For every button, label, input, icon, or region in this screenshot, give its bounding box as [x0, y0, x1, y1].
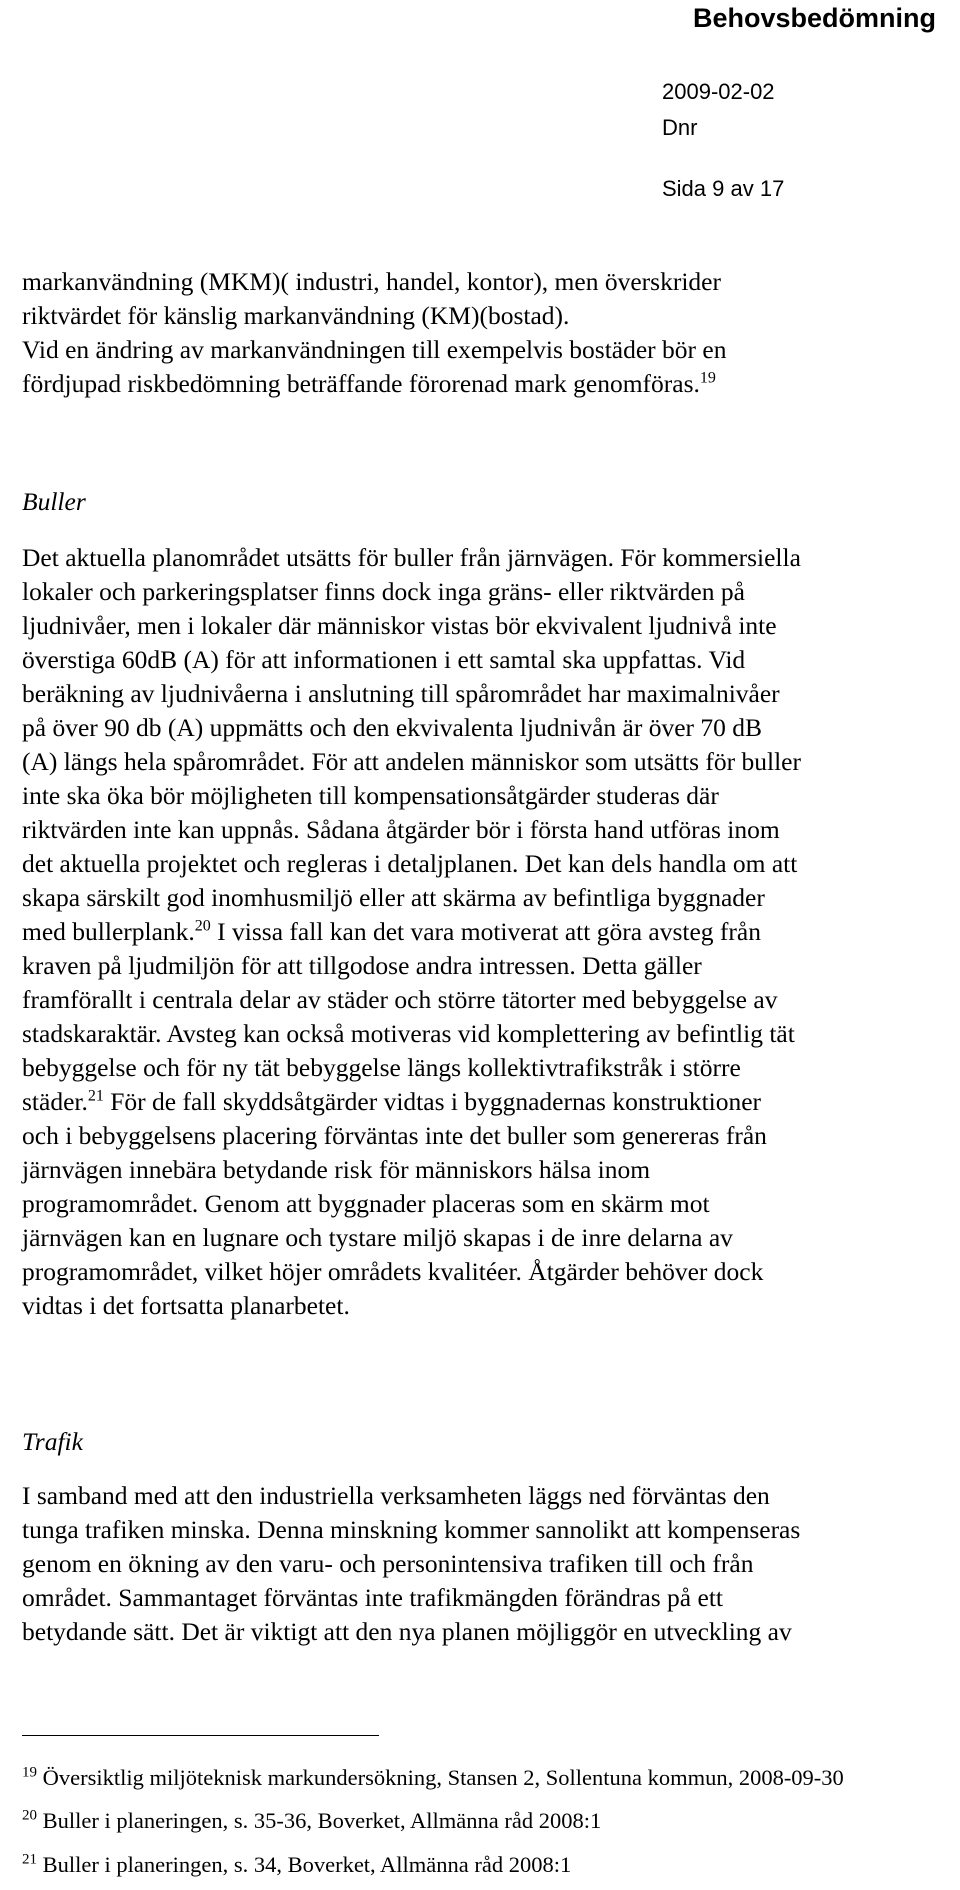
- intro-line: markanvändning (MKM)( industri, handel, kontor), men överskrider: [22, 267, 721, 296]
- footnote-19: [22, 1764, 844, 1792]
- buller-line-text: städer.: [22, 1087, 88, 1116]
- footnote-ref-19[interactable]: 19: [699, 369, 716, 387]
- buller-line: programområdet. Genom att byggnader placeras som en skärm mot: [22, 1189, 710, 1218]
- footnote-number: 21: [22, 1851, 37, 1868]
- buller-line: och i bebyggelsens placering förväntas inte det buller som genereras från: [22, 1121, 767, 1150]
- page-number: Sida 9 av 17: [662, 176, 785, 201]
- buller-line-text: För de fall skyddsåtgärder vidtas i byggnadernas konstruktioner: [103, 1087, 762, 1116]
- buller-paragraph: [22, 541, 938, 1323]
- footnote-text: Buller i planeringen, s. 35-36, Boverket, Allmänna råd 2008:1: [37, 1808, 602, 1833]
- intro-line: Vid en ändring av markanvändningen till exempelvis bostäder bör en: [22, 335, 727, 364]
- footnote-number: 19: [22, 1764, 37, 1781]
- buller-line: Det aktuella planområdet utsätts för buller från järnvägen. För kommersiella: [22, 543, 801, 572]
- buller-line: inte ska öka bör möjligheten till kompensationsåtgärder studeras där: [22, 781, 719, 810]
- footnote-ref-20[interactable]: 20: [194, 917, 211, 935]
- buller-line: (A) längs hela spårområdet. För att andelen människor som utsätts för buller: [22, 747, 801, 776]
- buller-line: framförallt i centrala delar av städer och större tätorter med bebyggelse av: [22, 985, 778, 1014]
- buller-line: beräkning av ljudnivåerna i anslutning till spårområdet har maximalnivåer: [22, 679, 780, 708]
- document-title: Behovsbedömning: [692, 3, 936, 33]
- intro-line-text: fördjupad riskbedömning beträffande förorenad mark genomföras.: [22, 369, 700, 398]
- trafik-line: tunga trafiken minska. Denna minskning kommer sannolikt att kompenseras: [22, 1515, 801, 1544]
- trafik-paragraph: [22, 1479, 938, 1649]
- document-dnr: Dnr: [662, 115, 698, 140]
- buller-line: [22, 1085, 938, 1119]
- buller-line: järnvägen innebära betydande risk för människors hälsa inom: [22, 1155, 651, 1184]
- section-heading-trafik: Trafik: [22, 1427, 83, 1456]
- trafik-line: betydande sätt. Det är viktigt att den nya planen möjliggör en utveckling av: [22, 1617, 792, 1646]
- intro-paragraph: [22, 265, 938, 401]
- section-heading-buller: Buller: [22, 487, 86, 516]
- buller-line-text: I vissa fall kan det vara motiverat att göra avsteg från: [210, 917, 761, 946]
- footnote-text: Översiktlig miljöteknisk markundersökning, Stansen 2, Sollentuna kommun, 2008-09-30: [37, 1765, 844, 1790]
- footnote-number: 20: [22, 1807, 37, 1824]
- buller-line: riktvärden inte kan uppnås. Sådana åtgärder bör i första hand utföras inom: [22, 815, 780, 844]
- footnote-separator: [22, 1735, 379, 1736]
- footnote-text: Buller i planeringen, s. 34, Boverket, Allmänna råd 2008:1: [37, 1852, 572, 1877]
- document-date: 2009-02-02: [662, 79, 775, 104]
- intro-line: riktvärdet för känslig markanvändning (KM)(bostad).: [22, 301, 570, 330]
- intro-line: [22, 367, 938, 401]
- footnote-ref-21[interactable]: 21: [87, 1087, 104, 1105]
- buller-line-text: med bullerplank.: [22, 917, 195, 946]
- buller-line: ljudnivåer, men i lokaler där människor vistas bör ekvivalent ljudnivå inte: [22, 611, 777, 640]
- buller-line: det aktuella projektet och regleras i detaljplanen. Det kan dels handla om att: [22, 849, 798, 878]
- buller-line: skapa särskilt god inomhusmiljö eller att skärma av befintliga byggnader: [22, 883, 765, 912]
- buller-line: programområdet, vilket höjer områdets kvalitéer. Åtgärder behöver dock: [22, 1257, 764, 1286]
- buller-line: på över 90 db (A) uppmätts och den ekvivalenta ljudnivån är över 70 dB: [22, 713, 763, 742]
- buller-line: lokaler och parkeringsplatser finns dock inga gräns- eller riktvärden på: [22, 577, 745, 606]
- footnote-20: [22, 1807, 601, 1835]
- buller-line: [22, 915, 938, 949]
- buller-line: vidtas i det fortsatta planarbetet.: [22, 1291, 350, 1320]
- buller-line: järnvägen kan en lugnare och tystare miljö skapas i de inre delarna av: [22, 1223, 733, 1252]
- trafik-line: genom en ökning av den varu- och personintensiva trafiken till och från: [22, 1549, 754, 1578]
- footnote-21: [22, 1851, 571, 1879]
- trafik-line: I samband med att den industriella verksamheten läggs ned förväntas den: [22, 1481, 770, 1510]
- buller-line: stadskaraktär. Avsteg kan också motiveras vid komplettering av befintlig tät: [22, 1019, 795, 1048]
- buller-line: bebyggelse och för ny tät bebyggelse längs kollektivtrafikstråk i större: [22, 1053, 741, 1082]
- trafik-line: området. Sammantaget förväntas inte trafikmängden förändras på ett: [22, 1583, 723, 1612]
- buller-line: kraven på ljudmiljön för att tillgodose andra intressen. Detta gäller: [22, 951, 702, 980]
- buller-line: överstiga 60dB (A) för att informationen i ett samtal ska uppfattas. Vid: [22, 645, 746, 674]
